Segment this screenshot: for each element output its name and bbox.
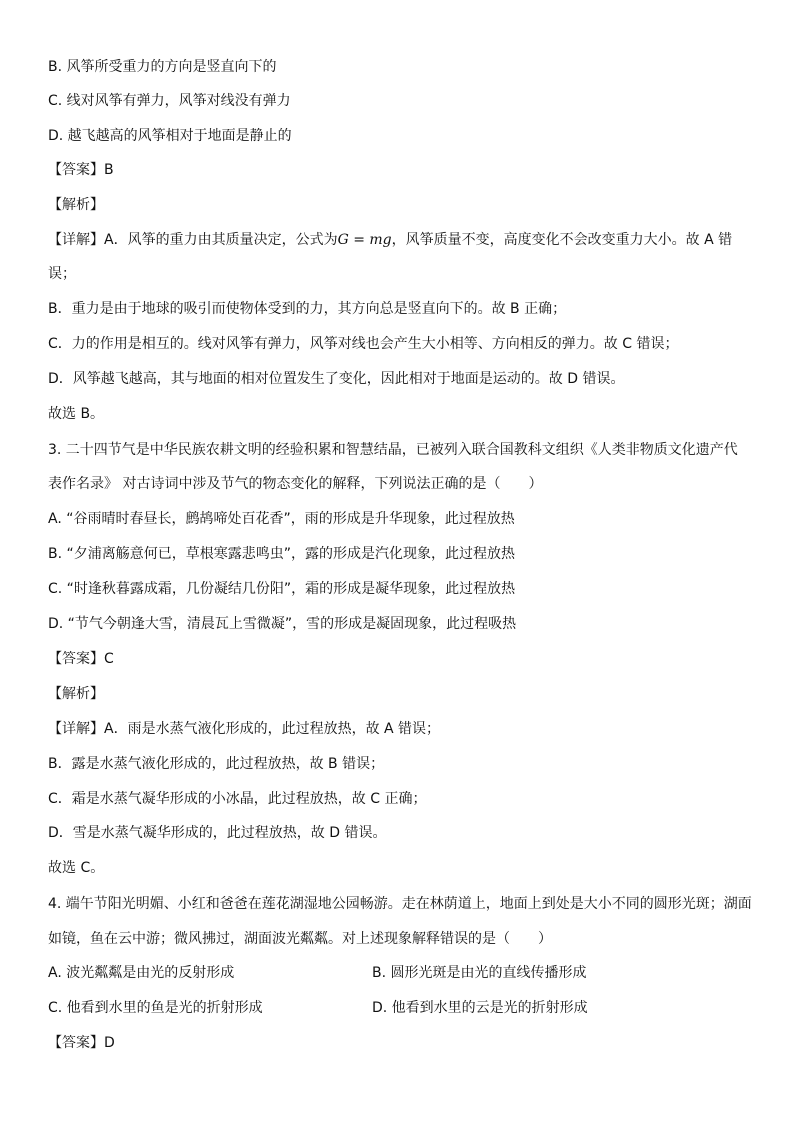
q2-detail-a-cont: 误； <box>48 266 76 282</box>
q3-answer: 【答案】C <box>48 651 114 667</box>
q4-option-a: A. 波光粼粼是由光的反射形成 <box>48 965 235 981</box>
q4-answer: 【答案】D <box>48 1035 115 1051</box>
q4-option-b: B. 圆形光斑是由光的直线传播形成 <box>372 965 587 981</box>
q3-option-c: C. “时逢秋暮露成霜，几份凝结几份阳”，霜的形成是凝华现象，此过程放热 <box>48 581 516 597</box>
q2-option-b: B. 风筝所受重力的方向是竖直向下的 <box>48 59 277 75</box>
q3-option-b: B. “夕浦离觞意何已，草根寒露悲鸣虫”，露的形成是汽化现象，此过程放热 <box>48 546 516 562</box>
q4-stem-line-2: 如镜，鱼在云中游；微风拂过，湖面波光粼粼。对上述现象解释错误的是（ ） <box>48 931 552 947</box>
q3-stem-line-1: 3. 二十四节气是中华民族农耕文明的经验积累和智慧结晶，已被列入联合国教科文组织《人类非物质文化遗产代 <box>48 442 738 458</box>
q2-choose: 故选 B。 <box>48 406 105 422</box>
q3-option-d: D. “节气今朝逢大雪，清晨瓦上雪微凝”，雪的形成是凝固现象，此过程吸热 <box>48 616 517 632</box>
q2-option-c: C. 线对风筝有弹力，风筝对线没有弹力 <box>48 93 291 109</box>
q2-detail-a-text: 【详解】A．风筝的重力由其质量决定，公式为 <box>48 232 338 248</box>
q2-detail-d: D．风筝越飞越高，其与地面的相对位置发生了变化，因此相对于地面是运动的。故 D 错误。 <box>48 371 625 387</box>
q2-option-d: D. 越飞越高的风筝相对于地面是静止的 <box>48 128 292 144</box>
gravity-formula: G = mg <box>337 232 392 248</box>
q4-option-d: D. 他看到水里的云是光的折射形成 <box>372 1000 588 1016</box>
q4-stem-line-1: 4. 端午节阳光明媚、小红和爸爸在莲花湖湿地公园畅游。走在林荫道上，地面上到处是大小不同的圆形光斑；湖面 <box>48 896 752 912</box>
q3-stem-line-2: 表作名录》 对古诗词中涉及节气的物态变化的解释，下列说法正确的是（ ） <box>48 476 543 492</box>
q2-answer: 【答案】B <box>48 162 114 178</box>
q4-option-c: C. 他看到水里的鱼是光的折射形成 <box>48 1000 263 1016</box>
q3-detail-c: C．霜是水蒸气凝华形成的小冰晶，此过程放热，故 C 正确； <box>48 791 427 807</box>
q2-detail-b: B．重力是由于地球的吸引而使物体受到的力，其方向总是竖直向下的。故 B 正确； <box>48 301 567 317</box>
q2-detail-c: C．力的作用是相互的。线对风筝有弹力，风筝对线也会产生大小相等、方向相反的弹力。故 C 错误； <box>48 336 679 352</box>
q3-detail-d: D．雪是水蒸气凝华形成的，此过程放热，故 D 错误。 <box>48 825 387 841</box>
q3-analysis-heading: 【解析】 <box>48 686 104 702</box>
q3-detail-a: 【详解】A．雨是水蒸气液化形成的，此过程放热，故 A 错误； <box>48 721 441 737</box>
q2-detail-a-text-post: ，风筝质量不变，高度变化不会改变重力大小。故 A 错 <box>391 232 733 248</box>
q2-analysis-heading: 【解析】 <box>48 197 104 213</box>
q3-detail-b: B．露是水蒸气液化形成的，此过程放热，故 B 错误； <box>48 756 385 772</box>
q2-detail-a <box>48 230 732 250</box>
q3-choose: 故选 C。 <box>48 860 105 876</box>
q3-option-a: A. “谷雨晴时春昼长，鹧鸪啼处百花香”，雨的形成是升华现象，此过程放热 <box>48 511 515 527</box>
